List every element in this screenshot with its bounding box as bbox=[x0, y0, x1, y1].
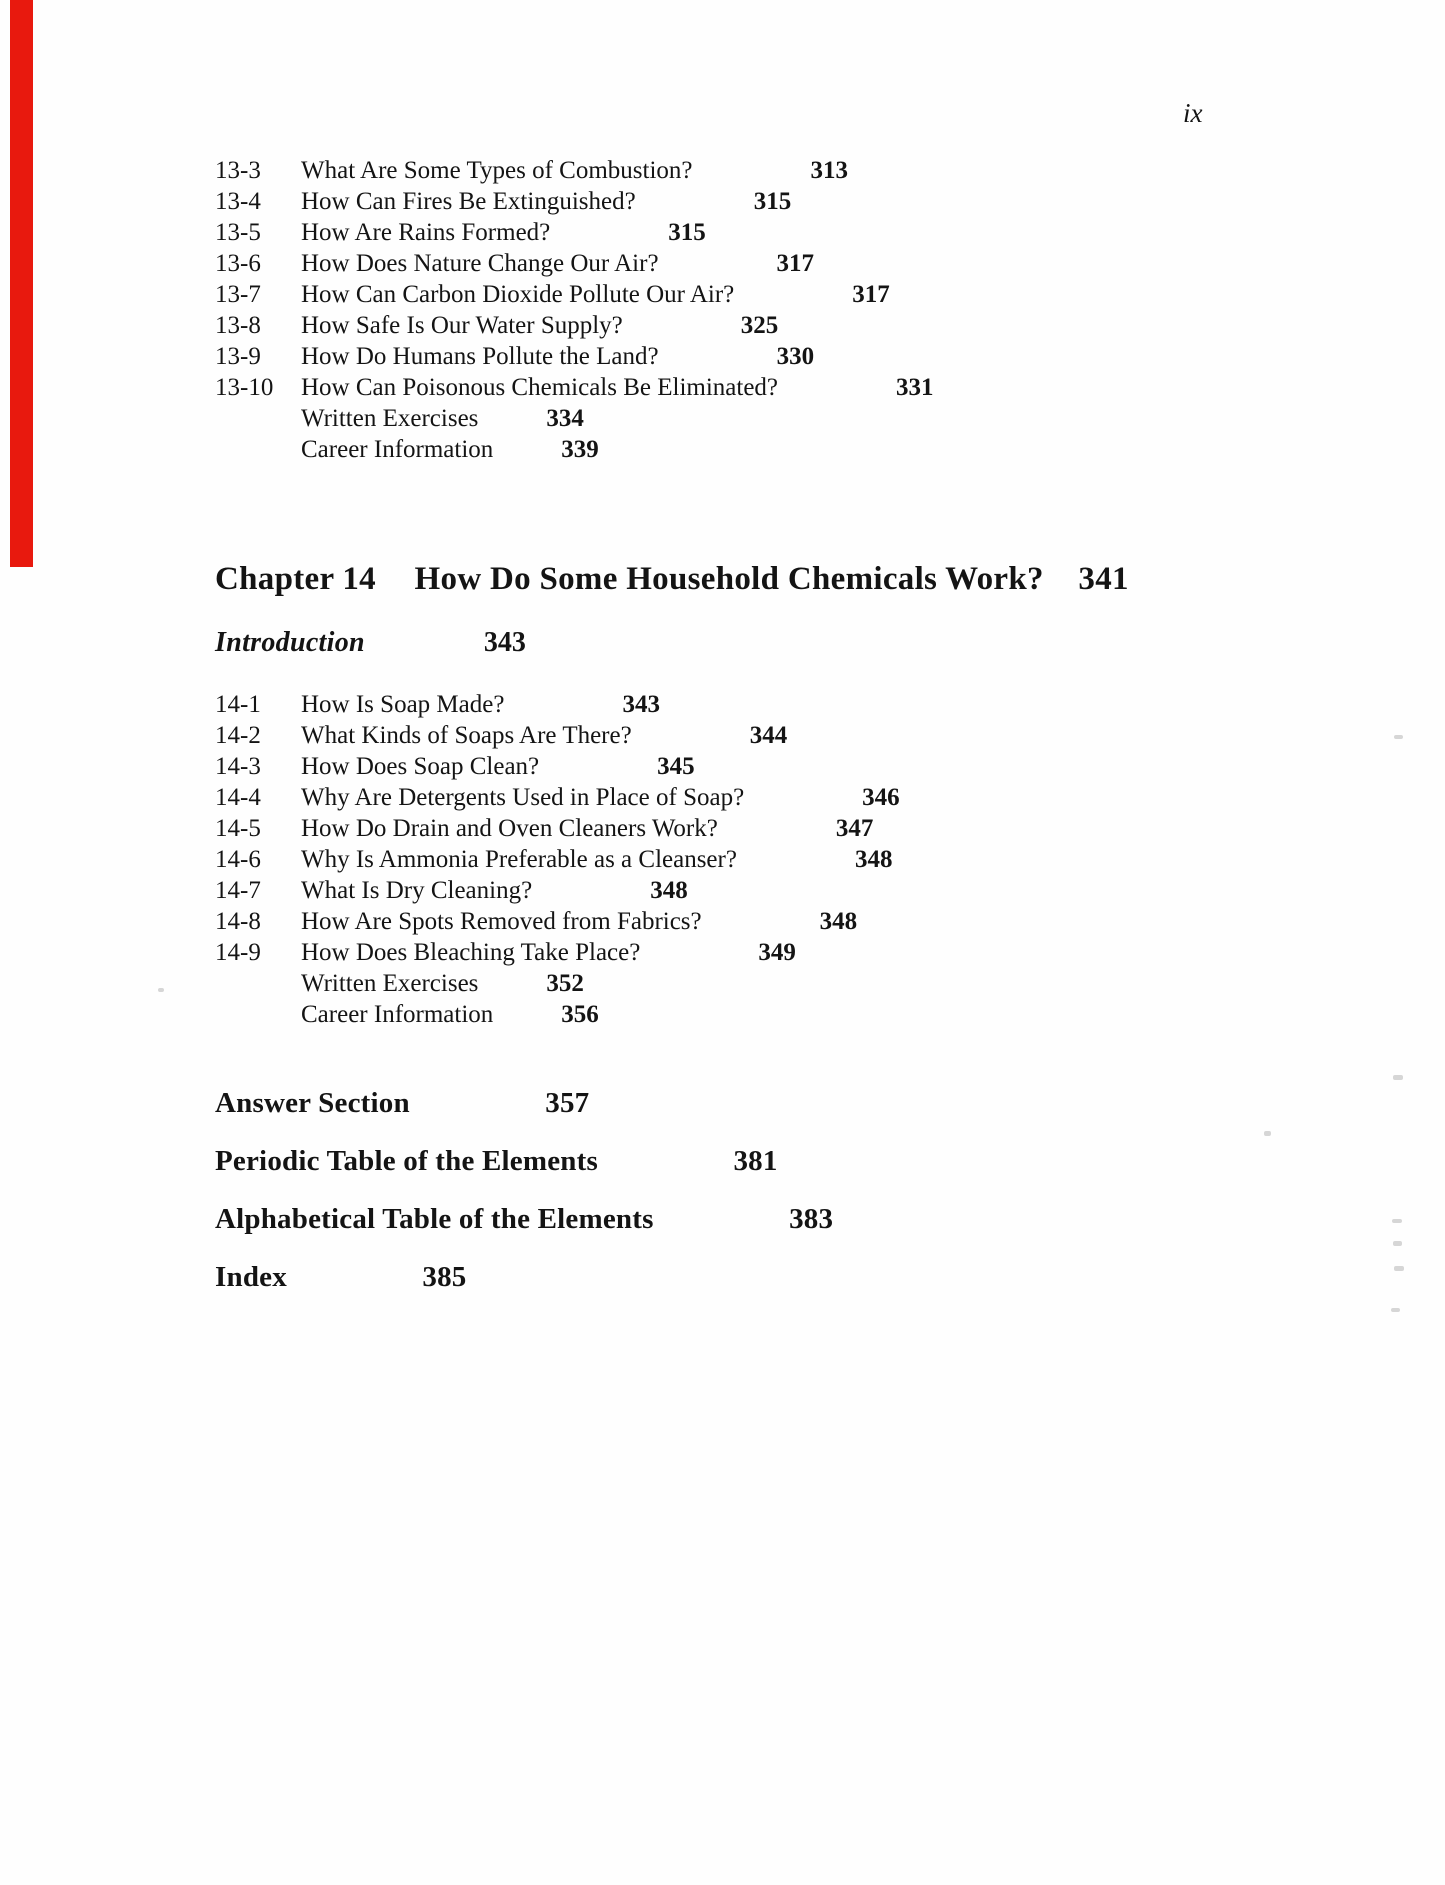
scan-speck bbox=[158, 988, 164, 992]
chapter-title: How Do Some Household Chemicals Work? bbox=[414, 561, 1044, 597]
entry-page: 344 bbox=[749, 722, 788, 749]
scan-speck bbox=[1394, 1266, 1404, 1271]
entry-title: What Are Some Types of Combustion? bbox=[301, 157, 693, 184]
back-matter-page: 357 bbox=[545, 1087, 590, 1119]
toc-row bbox=[215, 372, 1395, 403]
toc-row bbox=[215, 217, 1395, 248]
entry-number: 14-9 bbox=[215, 939, 261, 966]
entry-number: 13-6 bbox=[215, 250, 261, 277]
toc-row bbox=[215, 186, 1395, 217]
red-edge-stripe bbox=[10, 0, 33, 567]
entry-title: What Is Dry Cleaning? bbox=[301, 877, 533, 904]
scan-speck bbox=[1264, 1131, 1271, 1136]
entry-page: 348 bbox=[854, 846, 893, 873]
entry-page: 315 bbox=[753, 188, 792, 215]
toc-row bbox=[215, 403, 1395, 434]
toc-row bbox=[215, 751, 1395, 782]
introduction-label: Introduction bbox=[215, 627, 365, 658]
back-matter-section bbox=[215, 1085, 1395, 1295]
back-matter-row bbox=[215, 1085, 1395, 1121]
entry-title: How Is Soap Made? bbox=[301, 691, 505, 718]
entry-title: Why Are Detergents Used in Place of Soap? bbox=[301, 784, 745, 811]
entry-page: 348 bbox=[819, 908, 858, 935]
toc-row bbox=[215, 310, 1395, 341]
entry-page: 346 bbox=[862, 784, 900, 811]
toc-row bbox=[215, 844, 1395, 875]
entry-title: How Does Bleaching Take Place? bbox=[301, 939, 641, 966]
entry-number: 13-5 bbox=[215, 219, 261, 246]
entry-page: 347 bbox=[835, 815, 874, 842]
entry-number: 14-2 bbox=[215, 722, 261, 749]
scan-speck bbox=[1393, 1075, 1403, 1080]
toc-row bbox=[215, 720, 1395, 751]
entry-number: 14-6 bbox=[215, 846, 261, 873]
scan-speck bbox=[1394, 735, 1403, 739]
entry-title: How Can Fires Be Extinguished? bbox=[301, 188, 636, 215]
back-matter-row bbox=[215, 1201, 1395, 1237]
toc-row bbox=[215, 937, 1395, 968]
entry-title: Written Exercises bbox=[301, 405, 479, 432]
scan-speck bbox=[1392, 1219, 1402, 1223]
entry-number: 13-10 bbox=[215, 374, 274, 401]
entry-title: How Does Nature Change Our Air? bbox=[301, 250, 659, 277]
entry-page: 334 bbox=[546, 405, 584, 432]
entry-page: 313 bbox=[810, 157, 848, 184]
entry-title: How Can Carbon Dioxide Pollute Our Air? bbox=[301, 281, 735, 308]
entry-page: 317 bbox=[776, 250, 815, 277]
entry-title: How Do Humans Pollute the Land? bbox=[301, 343, 659, 370]
entry-number: 14-4 bbox=[215, 784, 261, 811]
toc-section-chapter13 bbox=[215, 155, 1395, 465]
entry-page: 330 bbox=[776, 343, 815, 370]
entry-page: 317 bbox=[852, 281, 890, 308]
toc-row bbox=[215, 813, 1395, 844]
entry-number: 13-4 bbox=[215, 188, 261, 215]
entry-page: 349 bbox=[758, 939, 796, 966]
entry-title: Career Information bbox=[301, 436, 494, 463]
toc-row bbox=[215, 782, 1395, 813]
entry-title: How Safe Is Our Water Supply? bbox=[301, 312, 623, 339]
chapter-label: Chapter 14 bbox=[215, 561, 376, 597]
back-matter-title: Index bbox=[215, 1261, 287, 1293]
entry-title: How Are Rains Formed? bbox=[301, 219, 551, 246]
entry-title: Career Information bbox=[301, 1001, 494, 1028]
entry-page: 339 bbox=[561, 436, 599, 463]
back-matter-title: Periodic Table of the Elements bbox=[215, 1145, 598, 1177]
back-matter-row bbox=[215, 1143, 1395, 1179]
toc-row bbox=[215, 434, 1395, 465]
scan-speck bbox=[1393, 1241, 1402, 1246]
entry-number: 13-3 bbox=[215, 157, 261, 184]
entry-title: How Are Spots Removed from Fabrics? bbox=[301, 908, 702, 935]
introduction-row bbox=[215, 625, 1395, 661]
page-number-folio: ix bbox=[1183, 98, 1203, 128]
entry-title: What Kinds of Soaps Are There? bbox=[301, 722, 632, 749]
introduction-page: 343 bbox=[483, 627, 526, 658]
back-matter-title: Answer Section bbox=[215, 1087, 410, 1119]
entry-title: How Do Drain and Oven Cleaners Work? bbox=[301, 815, 718, 842]
entry-number: 14-1 bbox=[215, 691, 261, 718]
back-matter-page: 381 bbox=[733, 1145, 778, 1177]
entry-title: How Can Poisonous Chemicals Be Eliminated? bbox=[301, 374, 779, 401]
toc-row bbox=[215, 968, 1395, 999]
entry-page: 315 bbox=[668, 219, 706, 246]
chapter-heading bbox=[215, 557, 1395, 601]
entry-page: 356 bbox=[561, 1001, 599, 1028]
toc-row bbox=[215, 999, 1395, 1030]
back-matter-page: 385 bbox=[422, 1261, 467, 1293]
entry-number: 14-5 bbox=[215, 815, 261, 842]
entry-title: How Does Soap Clean? bbox=[301, 753, 540, 780]
toc-row bbox=[215, 155, 1395, 186]
entry-number: 13-9 bbox=[215, 343, 261, 370]
toc-row bbox=[215, 279, 1395, 310]
entry-page: 345 bbox=[657, 753, 695, 780]
toc-section-chapter14 bbox=[215, 689, 1395, 1030]
entry-number: 14-7 bbox=[215, 877, 261, 904]
entry-page: 343 bbox=[622, 691, 660, 718]
toc-row bbox=[215, 906, 1395, 937]
entry-page: 331 bbox=[896, 374, 934, 401]
entry-page: 325 bbox=[740, 312, 779, 339]
back-matter-row bbox=[215, 1259, 1395, 1295]
toc-row bbox=[215, 248, 1395, 279]
toc-row bbox=[215, 689, 1395, 720]
entry-number: 14-8 bbox=[215, 908, 261, 935]
toc-row bbox=[215, 875, 1395, 906]
toc-content bbox=[215, 155, 1395, 1317]
chapter-page: 341 bbox=[1078, 561, 1129, 597]
entry-title: Why Is Ammonia Preferable as a Cleanser? bbox=[301, 846, 737, 873]
entry-title: Written Exercises bbox=[301, 970, 479, 997]
entry-page: 352 bbox=[546, 970, 584, 997]
back-matter-title: Alphabetical Table of the Elements bbox=[215, 1203, 654, 1235]
toc-row bbox=[215, 341, 1395, 372]
back-matter-page: 383 bbox=[789, 1203, 834, 1235]
scan-speck bbox=[1391, 1308, 1400, 1312]
entry-number: 13-7 bbox=[215, 281, 261, 308]
entry-number: 14-3 bbox=[215, 753, 261, 780]
entry-number: 13-8 bbox=[215, 312, 261, 339]
entry-page: 348 bbox=[650, 877, 688, 904]
